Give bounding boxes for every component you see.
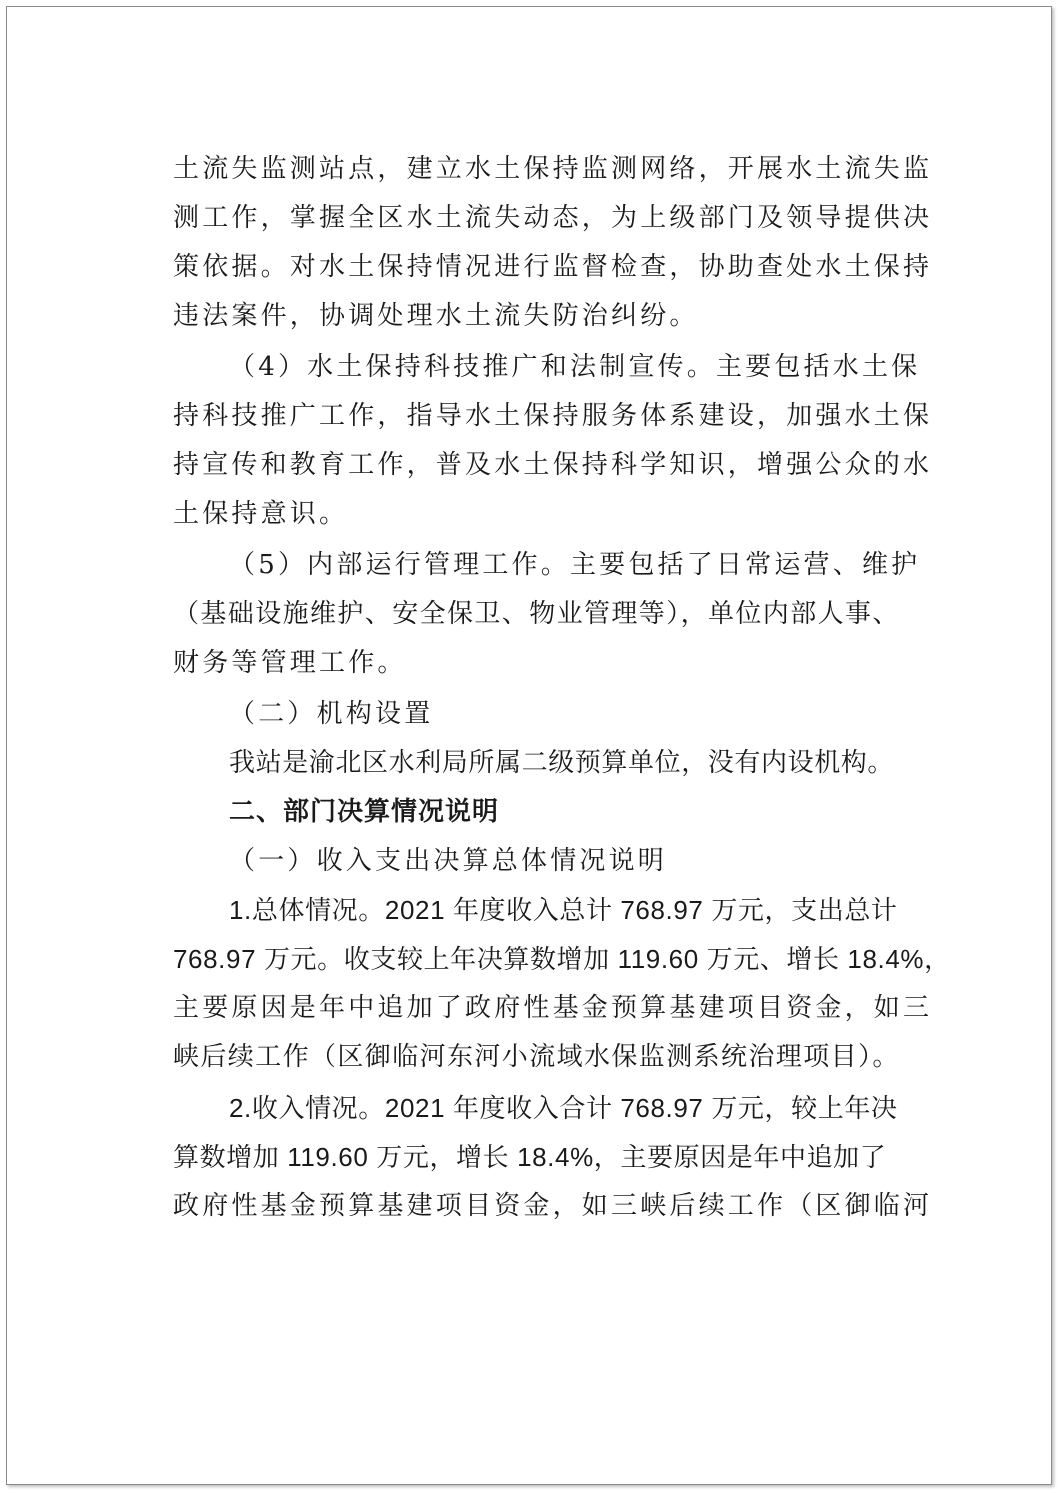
section-heading: （一）收入支出决算总体情况说明 [229, 846, 668, 876]
paragraph-line: 持宣传和教育工作，普及水土保持科学知识，增强公众的水 [173, 450, 933, 480]
paragraph-line: 我站是渝北区水利局所属二级预算单位，没有内设机构。 [229, 748, 895, 778]
document-body [173, 145, 951, 1231]
paragraph-line: 土流失监测站点，建立水土保持监测网络，开展水土流失监 [173, 154, 933, 184]
paragraph-line: （5）内部运行管理工作。主要包括了日常运营、维护 [229, 550, 921, 580]
paragraph-line: 违法案件，协调处理水土流失防治纠纷。 [173, 301, 699, 331]
paragraph-line: 持科技推广工作，指导水土保持服务体系建设，加强水土保 [173, 401, 933, 431]
paragraph-line: 测工作，掌握全区水土流失动态，为上级部门及领导提供决 [173, 203, 933, 233]
paragraph-line: 土保持意识。 [173, 499, 349, 529]
paragraph-line: （基础设施维护、安全保卫、物业管理等），单位内部人事、 [173, 599, 900, 629]
paragraph-line: 策依据。对水土保持情况进行监督检查，协助查处水土保持 [173, 252, 933, 282]
document-page [6, 6, 1052, 1485]
paragraph-line: 财务等管理工作。 [173, 648, 407, 678]
paragraph-line: 1.总体情况。2021 年度收入总计 768.97 万元，支出总计 [229, 895, 898, 925]
paragraph-line: 峡后续工作（区御临河东河小流域水保监测系统治理项目）。 [173, 1042, 900, 1072]
chapter-heading: 二、部门决算情况说明 [229, 797, 500, 827]
section-heading: （二）机构设置 [229, 699, 434, 729]
paragraph-line: 算数增加 119.60 万元，增长 18.4%，主要原因是年中追加了 [173, 1142, 887, 1172]
paragraph-line: 主要原因是年中追加了政府性基金预算基建项目资金，如三 [173, 993, 933, 1023]
paragraph-line: 2.收入情况。2021 年度收入合计 768.97 万元，较上年决 [229, 1093, 898, 1123]
paragraph-line: （4）水土保持科技推广和法制宣传。主要包括水土保 [229, 352, 921, 382]
paragraph-line: 768.97 万元。收支较上年决算数增加 119.60 万元、增长 18.4%， [173, 944, 951, 974]
paragraph-line: 政府性基金预算基建项目资金，如三峡后续工作（区御临河 [173, 1191, 933, 1221]
